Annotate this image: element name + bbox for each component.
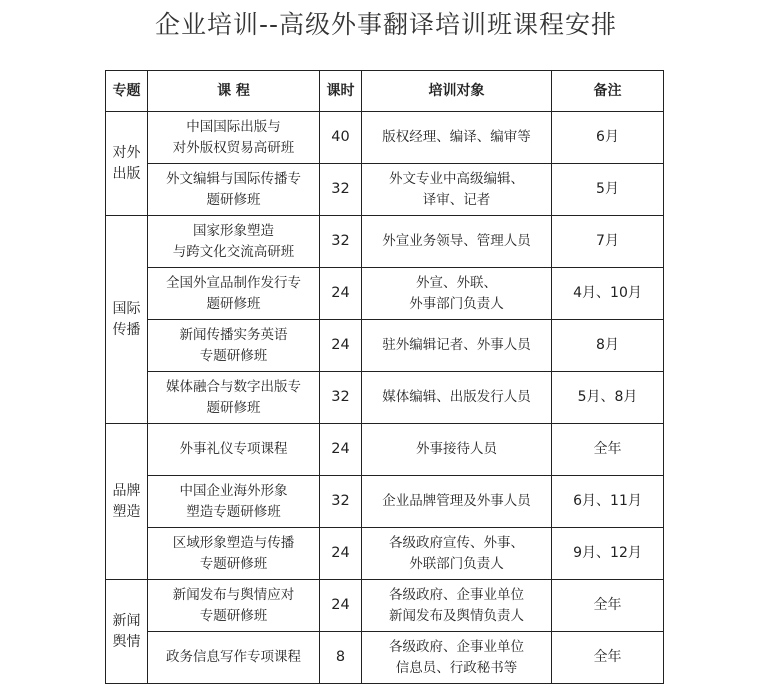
course-cell (148, 424, 320, 476)
audience-cell (362, 216, 552, 268)
course-cell-line: 国家形象塑造 (193, 222, 274, 239)
course-cell (148, 528, 320, 580)
header-notes: 备注 (552, 71, 664, 112)
course-cell (148, 580, 320, 632)
course-cell-line: 新闻传播实务英语 (179, 326, 288, 343)
course-cell-line: 与跨文化交流高研班 (172, 243, 295, 260)
course-cell (148, 164, 320, 216)
topic-cell (106, 216, 148, 424)
course-cell-line: 媒体融合与数字出版专 (166, 378, 301, 395)
course-cell (148, 216, 320, 268)
audience-cell-line: 译审、记者 (422, 191, 491, 208)
audience-cell-line: 版权经理、编译、编审等 (382, 129, 531, 145)
course-cell (148, 112, 320, 164)
audience-cell-line: 外事部门负责人 (409, 295, 504, 312)
course-cell (148, 632, 320, 684)
audience-cell-line: 各级政府宣传、外事、 (389, 534, 524, 551)
table-row (106, 424, 664, 476)
topic-cell-line: 品牌 (112, 482, 141, 499)
table-body (106, 112, 664, 684)
notes-cell: 全年 (552, 424, 664, 476)
header-audience: 培训对象 (362, 71, 552, 112)
hours-cell: 24 (320, 580, 362, 632)
table-row (106, 476, 664, 528)
topic-cell-line: 国际 (112, 300, 141, 317)
audience-cell-line: 外宣、外联、 (416, 274, 497, 291)
notes-cell: 9月、12月 (552, 528, 664, 580)
course-cell-line: 题研修班 (206, 191, 261, 208)
table-row (106, 164, 664, 216)
audience-cell (362, 112, 552, 164)
topic-cell-line: 传播 (112, 321, 141, 338)
topic-cell-line: 对外 (112, 144, 141, 161)
course-cell-line: 专题研修班 (199, 607, 268, 624)
topic-cell-line: 新闻 (112, 612, 141, 629)
audience-cell-line: 各级政府、企事业单位 (389, 586, 524, 603)
table-row (106, 320, 664, 372)
header-hours: 课时 (320, 71, 362, 112)
audience-cell (362, 164, 552, 216)
topic-cell (106, 112, 148, 216)
course-cell-line: 专题研修班 (199, 555, 268, 572)
audience-cell-line: 企业品牌管理及外事人员 (382, 493, 531, 509)
course-cell-line: 题研修班 (206, 399, 261, 416)
page-title: 企业培训--高级外事翻译培训班课程安排 (154, 10, 618, 39)
audience-cell (362, 476, 552, 528)
course-schedule-table (105, 70, 664, 684)
hours-cell: 32 (320, 476, 362, 528)
hours-cell: 8 (320, 632, 362, 684)
hours-cell: 24 (320, 268, 362, 320)
header-topic: 专题 (106, 71, 148, 112)
course-cell-line: 中国企业海外形象 (179, 482, 288, 499)
audience-cell (362, 372, 552, 424)
audience-cell-line: 外事接待人员 (416, 441, 497, 457)
notes-cell: 6月 (552, 112, 664, 164)
course-cell-line: 全国外宣品制作发行专 (166, 274, 301, 291)
audience-cell-line: 媒体编辑、出版发行人员 (382, 389, 531, 405)
audience-cell-line: 外宣业务领导、管理人员 (382, 233, 531, 249)
table-header-row (106, 71, 664, 112)
course-cell-line: 区域形象塑造与传播 (172, 534, 295, 551)
table-row (106, 372, 664, 424)
table-row (106, 268, 664, 320)
course-cell-line: 专题研修班 (199, 347, 268, 364)
course-cell-line: 对外版权贸易高研班 (172, 139, 295, 156)
course-cell (148, 268, 320, 320)
course-cell (148, 372, 320, 424)
audience-cell (362, 320, 552, 372)
audience-cell (362, 424, 552, 476)
audience-cell-line: 驻外编辑记者、外事人员 (382, 337, 531, 353)
topic-cell (106, 580, 148, 684)
course-cell-line: 外事礼仪专项课程 (179, 441, 288, 457)
table-row (106, 632, 664, 684)
audience-cell-line: 信息员、行政秘书等 (395, 659, 518, 676)
notes-cell: 全年 (552, 580, 664, 632)
course-cell-line: 政务信息写作专项课程 (166, 649, 301, 665)
audience-cell (362, 528, 552, 580)
notes-cell: 6月、11月 (552, 476, 664, 528)
hours-cell: 32 (320, 216, 362, 268)
header-course: 课 程 (148, 71, 320, 112)
audience-cell-line: 各级政府、企事业单位 (389, 638, 524, 655)
topic-cell-line: 出版 (112, 165, 141, 182)
course-cell-line: 题研修班 (206, 295, 261, 312)
hours-cell: 24 (320, 528, 362, 580)
notes-cell: 5月、8月 (552, 372, 664, 424)
course-cell-line: 中国国际出版与 (186, 118, 281, 135)
course-cell (148, 320, 320, 372)
audience-cell-line: 外文专业中高级编辑、 (389, 170, 524, 187)
course-cell (148, 476, 320, 528)
table-row (106, 528, 664, 580)
notes-cell: 4月、10月 (552, 268, 664, 320)
course-cell-line: 塑造专题研修班 (186, 503, 281, 520)
hours-cell: 40 (320, 112, 362, 164)
course-cell-line: 新闻发布与舆情应对 (172, 586, 295, 603)
topic-cell-line: 舆情 (112, 633, 141, 650)
hours-cell: 24 (320, 320, 362, 372)
table-row (106, 216, 664, 268)
audience-cell-line: 新闻发布及舆情负责人 (389, 607, 524, 624)
topic-cell-line: 塑造 (112, 503, 141, 520)
hours-cell: 32 (320, 164, 362, 216)
hours-cell: 24 (320, 424, 362, 476)
table-row (106, 112, 664, 164)
audience-cell (362, 580, 552, 632)
course-cell-line: 外文编辑与国际传播专 (166, 170, 301, 187)
notes-cell: 7月 (552, 216, 664, 268)
audience-cell (362, 632, 552, 684)
notes-cell: 5月 (552, 164, 664, 216)
notes-cell: 8月 (552, 320, 664, 372)
hours-cell: 32 (320, 372, 362, 424)
audience-cell-line: 外联部门负责人 (409, 555, 504, 572)
notes-cell: 全年 (552, 632, 664, 684)
table-row (106, 580, 664, 632)
audience-cell (362, 268, 552, 320)
topic-cell (106, 424, 148, 580)
